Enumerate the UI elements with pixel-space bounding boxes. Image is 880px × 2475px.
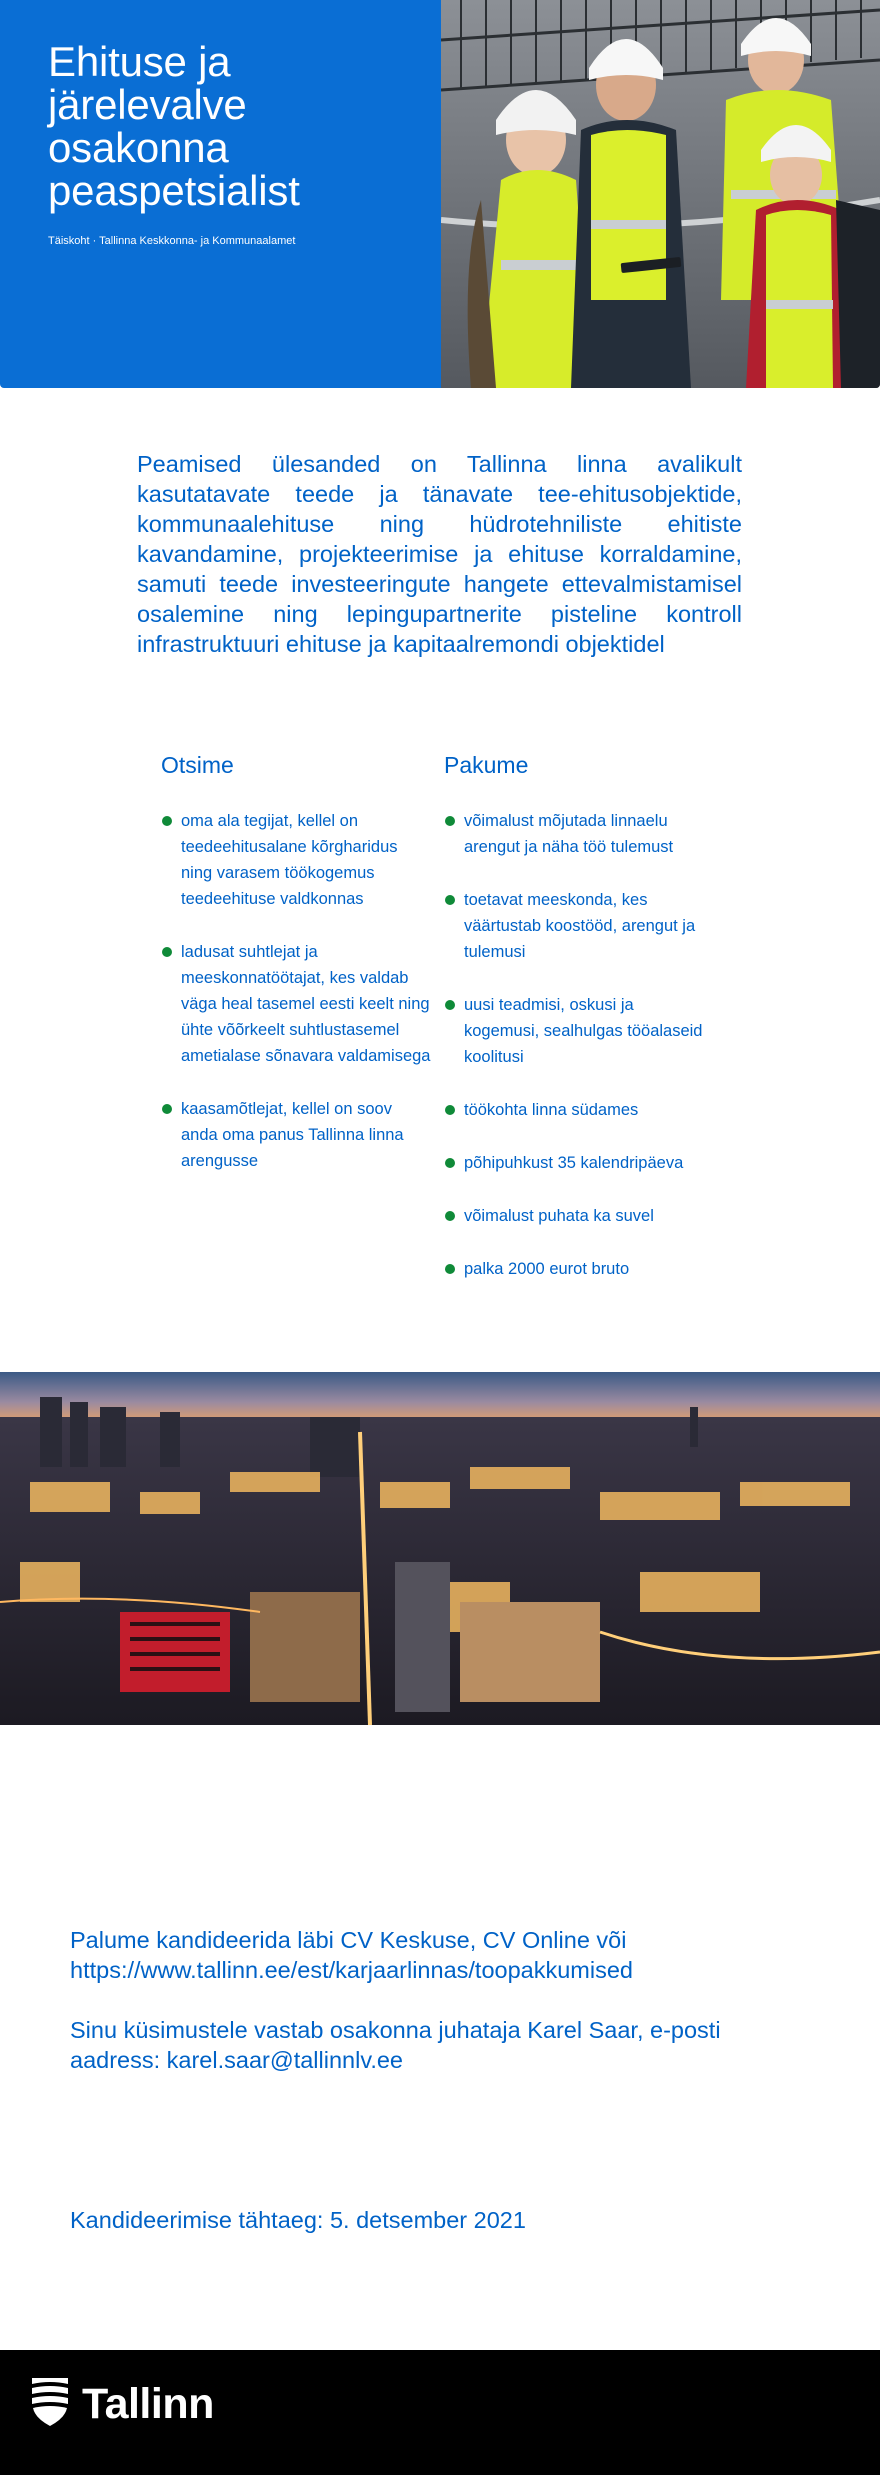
tallinn-coat-of-arms-icon [32, 2376, 68, 2428]
application-deadline: Kandideerimise tähtaeg: 5. detsember 2021 [70, 2207, 526, 2233]
seeking-list [161, 808, 431, 1174]
bullet-dot-icon [445, 816, 455, 826]
application-instructions: Palume kandideerida läbi CV Keskuse, CV Online või https://www.tallinn.ee/est/karjaarlinnas/toopakkumised [70, 1927, 633, 1983]
contact-section [70, 1925, 800, 2105]
bullet-dot-icon [445, 1264, 455, 1274]
bullet-dot-icon [445, 895, 455, 905]
list-item: töökohta linna südames [444, 1097, 709, 1123]
offering-list [444, 808, 709, 1282]
seeking-section [161, 750, 431, 1201]
hero-banner [0, 0, 880, 388]
list-item: uusi teadmisi, oskusi ja kogemusi, sealhulgas tööalaseid koolitusi [444, 992, 709, 1070]
contact-person: Sinu küsimustele vastab osakonna juhataja Karel Saar, e-posti aadress: karel.saar@tallinnlv.ee [70, 2017, 721, 2073]
job-description: Peamised ülesanded on Tallinna linna avalikult kasutatavate teede ja tänavate tee-ehitusobjektide, kommunaalehituse ning hüdrotehniliste ehitiste kavandamine, projekteerimise ja ehituse korraldamine, samuti teede investeeringute hangete ettevalmistamisel osalemine ning lepingupartnerite pisteline kontroll infrastruktuuri ehituse ja kapitaalremondi objektidel [137, 451, 742, 657]
bullet-dot-icon [162, 947, 172, 957]
bullet-dot-icon [445, 1211, 455, 1221]
bullet-dot-icon [445, 1158, 455, 1168]
brand-name: Tallinn [82, 2380, 214, 2428]
city-panorama-photo [0, 1372, 880, 1725]
list-item: palka 2000 eurot bruto [444, 1256, 709, 1282]
bullet-dot-icon [162, 816, 172, 826]
list-item: võimalust mõjutada linnaelu arengut ja näha töö tulemust [444, 808, 709, 860]
footer [0, 2350, 880, 2475]
list-item: põhipuhkust 35 kalendripäeva [444, 1150, 709, 1176]
bullet-dot-icon [445, 1000, 455, 1010]
list-item: toetavat meeskonda, kes väärtustab koostööd, arengut ja tulemusi [444, 887, 709, 965]
job-title: Ehituse ja järelevalve osakonna peaspetsialist [48, 38, 300, 214]
workers-photo [441, 0, 880, 388]
list-item: võimalust puhata ka suvel [444, 1203, 709, 1229]
offering-heading: Pakume [444, 752, 529, 778]
job-meta: Täiskoht · Tallinna Keskkonna- ja Kommunaalamet [48, 235, 296, 247]
hero-title-panel [0, 0, 441, 388]
bullet-dot-icon [445, 1105, 455, 1115]
list-item: ladusat suhtlejat ja meeskonnatöötajat, kes valdab väga heal tasemel eesti keelt ning ühte võõrkeelt suhtlustasemel ametialase sõnavara valdamisega [161, 939, 431, 1069]
list-item: kaasamõtlejat, kellel on soov anda oma panus Tallinna linna arengusse [161, 1096, 431, 1174]
bullet-dot-icon [162, 1104, 172, 1114]
list-item: oma ala tegijat, kellel on teedeehitusalane kõrgharidus ning varasem töökogemus teedeehituse valdkonnas [161, 808, 431, 912]
seeking-heading: Otsime [161, 752, 234, 778]
offering-section [444, 750, 709, 1309]
